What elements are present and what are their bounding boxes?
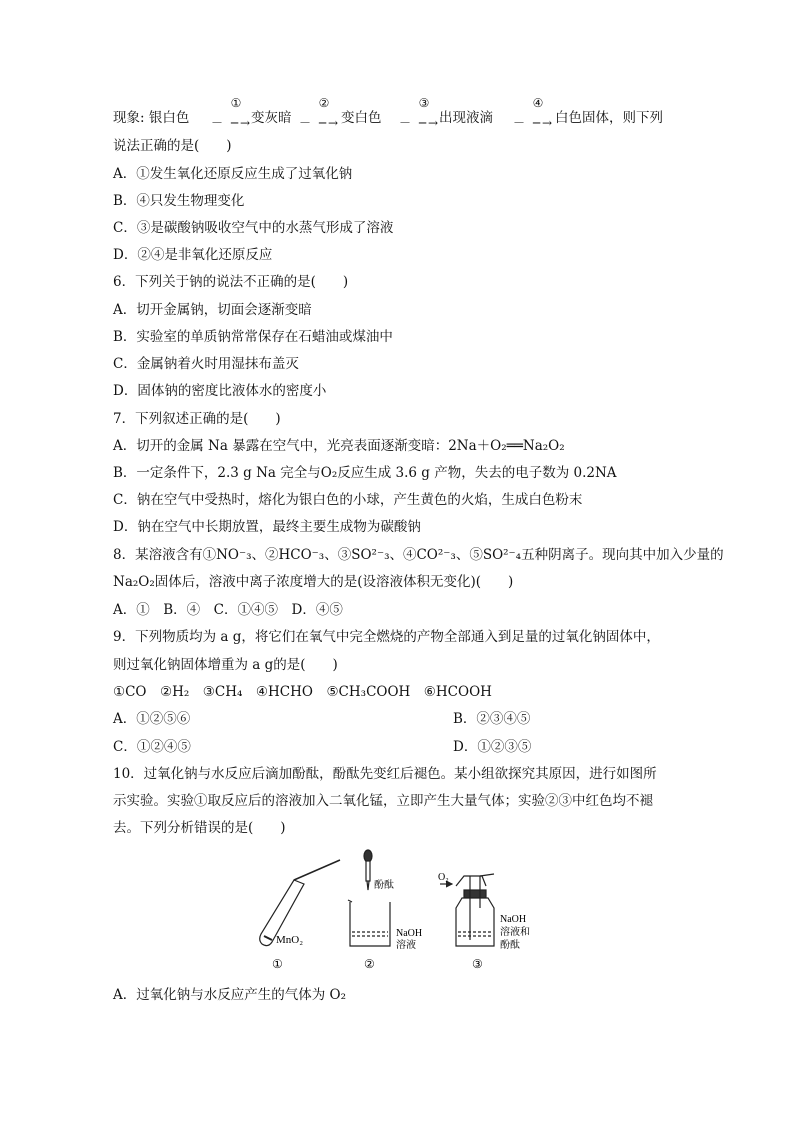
figure-caption-2: ② <box>364 957 375 971</box>
q9-option-b: B．②③④⑤ <box>453 711 531 727</box>
q10-stem-3: 去。下列分析错误的是( ) <box>113 820 286 836</box>
naoh3-label: NaOH <box>500 914 527 925</box>
q5-option-b: B．④只发生物理变化 <box>113 193 245 209</box>
q10-option-a: A．过氧化钠与水反应产生的气体为 O₂ <box>113 987 347 1003</box>
q5-option-c: C．③是碳酸钠吸收空气中的水蒸气形成了溶液 <box>113 220 394 236</box>
q6-stem: 6．下列关于钠的说法不正确的是( ) <box>113 274 349 290</box>
q9-option-c <box>113 737 532 757</box>
reaction-arrow: ④ － ─→ <box>513 98 563 128</box>
dropper-bulb-icon <box>364 850 372 862</box>
reaction-arrow: ③ － ─→ <box>399 98 449 128</box>
solution-and-label: 溶液和 <box>500 927 530 938</box>
test-tube-setup <box>260 860 340 946</box>
naoh-label: NaOH <box>396 928 423 939</box>
q6-option-c: C．金属钠着火时用湿抹布盖灭 <box>113 356 299 372</box>
gas-bottle-setup <box>440 874 494 946</box>
q9-stem-2: 则过氧化钠固体增重为 a g的是( ) <box>113 657 338 673</box>
phenolphthalein-label: 酚酞 <box>374 880 394 891</box>
o2-label: O₂ <box>438 872 449 883</box>
q7-option-c: C．钠在空气中受热时，熔化为银白色的小球，产生黄色的火焰，生成白色粉末 <box>113 492 583 508</box>
q9-option-c-text: C．①②④⑤ <box>113 739 191 755</box>
q6-option-b: B．实验室的单质钠常常保存在石蜡油或煤油中 <box>113 329 393 345</box>
q5-option-a: A．①发生氧化还原反应生成了过氧化钠 <box>113 166 353 182</box>
q7-option-b: B．一定条件下，2.3 g Na 完全与O₂反应生成 3.6 g 产物，失去的电子数为 0.2NA <box>113 465 617 481</box>
q10-stem-2: 示实验。实验①取反应后的溶液加入二氧化锰，立即产生大量气体；实验②③中红色均不褪 <box>113 793 653 809</box>
q9-option-a-text: A．①②⑤⑥ <box>113 711 191 727</box>
q5-stem-cont: 说法正确的是( ) <box>113 138 232 154</box>
arrow-label: ② <box>318 96 330 110</box>
q7-option-a: A．切开的金属 Na 暴露在空气中，光亮表面逐渐变暗：2Na＋O₂══Na₂O₂ <box>113 438 565 454</box>
q9-stem-1: 9．下列物质均为 a g，将它们在氧气中完全燃烧的产物全部通入到足量的过氧化钠固体中， <box>113 629 660 645</box>
q8-options: A．① B．④ C．①④⑤ D．④⑤ <box>113 602 343 618</box>
solution-label: 溶液 <box>396 940 416 951</box>
q5-prefix: 现象: 银白色 <box>113 110 190 126</box>
figure-caption-3: ③ <box>472 957 483 971</box>
q9-option-d: D．①②③⑤ <box>453 739 532 755</box>
q8-stem-2: Na₂O₂固体后，溶液中离子浓度增大的是(设溶液体积无变化)( ) <box>113 574 514 590</box>
q6-option-a: A．切开金属钠，切面会逐渐变暗 <box>113 302 312 318</box>
q7-stem: 7．下列叙述正确的是( ) <box>113 411 281 427</box>
reaction-arrow: ① － ─→ <box>211 98 261 128</box>
splint-icon <box>294 860 340 880</box>
q5-step-result: 白色固体，则下列 <box>555 110 663 126</box>
q5-step-result: 变灰暗 <box>251 110 292 126</box>
q6-option-d: D．固体钠的密度比液体水的密度小 <box>113 383 327 399</box>
q5-option-d: D．②④是非氧化还原反应 <box>113 247 273 263</box>
q10-stem-1: 10．过氧化钠与水反应后滴加酚酞，酚酞先变红后褪色。某小组欲探究其原因，进行如图所 <box>113 766 657 782</box>
q5-step-result: 出现液滴 <box>439 110 493 126</box>
q7-option-d: D．钠在空气中长期放置，最终主要生成物为碳酸钠 <box>113 519 421 535</box>
phenol3-label: 酚酞 <box>500 940 520 951</box>
arrow-label: ① <box>230 96 242 110</box>
q9-option-a <box>113 709 531 729</box>
figure-caption-1: ① <box>272 957 283 971</box>
q8-stem-1: 8．某溶液含有①NO⁻₃、②HCO⁻₃、③SO²⁻₃、④CO²⁻₃、⑤SO²⁻₄五种阴离子。现向其中加入少量的 <box>113 547 724 563</box>
q5-step-result: 变白色 <box>341 110 382 126</box>
experiment-figure <box>250 848 550 976</box>
reaction-arrow: ② － ─→ <box>299 98 349 128</box>
arrow-label: ④ <box>532 96 544 110</box>
beaker-setup <box>348 850 390 946</box>
mno2-label: MnO₂ <box>276 934 304 946</box>
arrow-label: ③ <box>418 96 430 110</box>
q9-items: ①CO ②H₂ ③CH₄ ④HCHO ⑤CH₃COOH ⑥HCOOH <box>113 684 492 700</box>
